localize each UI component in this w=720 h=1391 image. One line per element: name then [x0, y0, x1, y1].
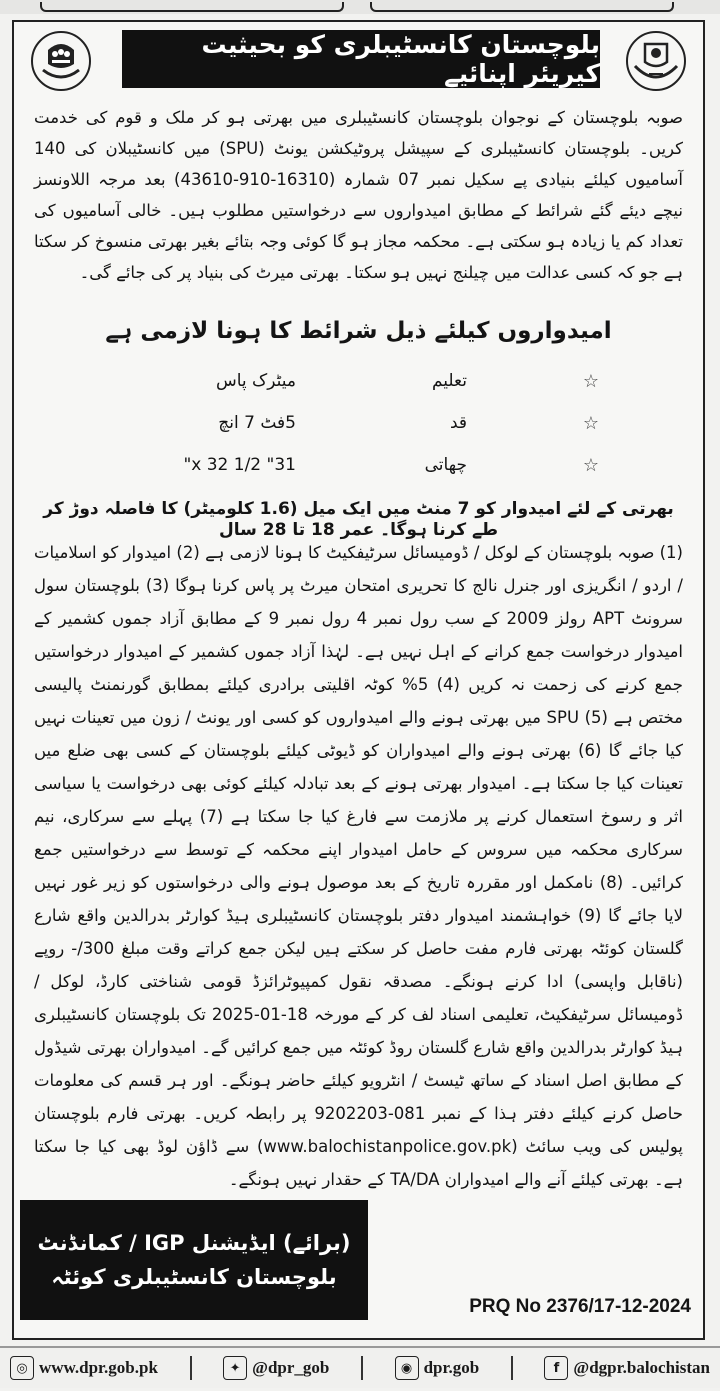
police-crest-icon	[625, 30, 687, 92]
instagram-icon: ◉	[395, 1356, 419, 1380]
requirement-value: 31" x 32 1/2"	[183, 455, 296, 475]
divider	[511, 1356, 513, 1380]
police-crest-icon	[30, 30, 92, 92]
star-icon: ☆	[582, 371, 599, 392]
requirement-row	[14, 411, 707, 445]
website-link[interactable]: www.dpr.gob.pk	[39, 1358, 158, 1377]
requirement-label: چھاتی	[424, 455, 467, 475]
requirement-row	[14, 453, 707, 487]
star-icon: ☆	[582, 413, 599, 434]
star-icon: ☆	[582, 455, 599, 476]
twitter-handle[interactable]: @dpr_gob	[252, 1358, 330, 1377]
conditions-paragraph: (1) صوبہ بلوچستان کے لوکل / ڈومیسائل سرٹیفکیٹ کا ہونا لازمی ہے (2) امیدوار کو اسلامیات / اردو / انگریزی اور جنرل نالج کا تحریری امتحان میرٹ پر پاس کرنا ہوگا (3) بلوچستان سول سرونٹ APT رولز 2009 کے سب رول نمبر 4 رول نمبر 9 کے مطابق آزاد جموں کشمیر کے امیدوار درخواست جمع کرانے کے اہل نہیں ہے۔ لہٰذا آزاد جموں کشمیر کے امیدوار درخواستیں جمع کرنے کی زحمت نہ کریں (4) 5% کوٹہ اقلیتی برادری کیلئے بمطابق گورنمنٹ پالیسی مختص ہے (5) SPU میں بھرتی ہونے والے امیدواروں کو کسی اور یونٹ / زون میں تعینات نہیں کیا جائے گا (6) بھرتی ہونے والے امیدواران کو ڈیوٹی کیلئے بلوچستان کے کسی بھی ضلع میں تعینات کیا جا سکتا ہے۔ امیدوار بھرتی ہونے کے بعد تبادلہ کیلئے کوئی بھی درخواست یا سیاسی اثر و رسوخ استعمال کرنے پر ملازمت سے فارغ کیا جا سکتا ہے (7) پہلے سے سرکاری، نیم سرکاری محکمہ میں سروس کے حامل امیدوار اپنے محکمہ کے توسط سے درخواستیں جمع کرائیں۔ (8) نامکمل اور مقررہ تاریخ کے بعد موصول ہونے والی درخواستوں کو زیر غور نہیں لایا جائے گا (9) خواہشمند امیدوار دفتر بلوچستان کانسٹیبلری ہیڈ کوارٹر بدرالدین واقع شارع گلستان کوئٹہ بھرتی فارم مفت حاصل کر سکتے ہیں لیکن جمع کراتے وقت مبلغ 300/- روپے (ناقابل واپسی) ادا کرنے ہونگے۔ مصدقہ نقول کمپیوٹرائزڈ قومی شناختی کارڈ، لوکل / ڈومیسائل سرٹیفکیٹ، تعلیمی اسناد لف کر کے مورخہ 18-01-2025 تک بلوچستان کانسٹیبلری ہیڈ کوارٹر بدرالدین واقع شارع گلستان روڈ کوئٹہ میں جمع کرائیں گے۔ امیدواران بھرتی شیڈول کے مطابق اصل اسناد کے ساتھ ٹیسٹ / انٹرویو کیلئے حاضر ہونگے۔ اور ہر قسم کی معلومات حاصل کرنے کیلئے دفتر ہذا کے نمبر 081-9202203 پر رابطہ کریں۔ بھرتی فارم بلوچستان پولیس کی ویب سائٹ (www.balochistanpolice.gov.pk) سے ڈاؤن لوڈ بھی کیا جا سکتا ہے۔ بھرتی کیلئے آنے والے امیدواران TA/DA کے حقدار نہیں ہونگے۔	[34, 543, 684, 1189]
signature-block	[20, 1200, 368, 1320]
requirement-value: میٹرک پاس	[215, 371, 296, 391]
facebook-handle[interactable]: @dgpr.balochistan	[573, 1358, 710, 1377]
divider	[361, 1356, 363, 1380]
requirement-label: تعلیم	[431, 371, 467, 391]
footer-twitter[interactable]	[223, 1356, 329, 1380]
running-and-age-requirement: بھرتی کے لئے امیدوار کو 7 منٹ میں ایک میل (1.6 کلومیٹر) کا فاصلہ دوڑ کر طے کرنا ہوگا۔ عمر 18 تا 28 سال	[43, 499, 674, 540]
twitter-icon: ✦	[223, 1356, 247, 1380]
footer-website[interactable]	[10, 1356, 158, 1380]
advertisement-title: بلوچستان کانسٹیبلری کو بحیثیت کیریئر اپنائیے	[122, 30, 600, 88]
requirement-row	[14, 369, 707, 403]
footer-contacts	[0, 1346, 720, 1388]
signature-office: بلوچستان کانسٹیبلری کوئٹہ	[51, 1265, 337, 1289]
footer-instagram[interactable]	[395, 1356, 480, 1380]
globe-icon: ◎	[10, 1356, 34, 1380]
signature-designation: (برائے) ایڈیشنل IGP / کمانڈنٹ	[37, 1231, 351, 1255]
prq-number: PRQ No 2376/17-12-2024	[469, 1296, 691, 1317]
requirement-label: قد	[449, 413, 467, 433]
previous-ad-border-left	[40, 2, 344, 12]
requirements-heading: امیدواروں کیلئے ذیل شرائط کا ہونا لازمی ہے	[105, 318, 612, 344]
facebook-icon: f	[544, 1356, 568, 1380]
divider	[190, 1356, 192, 1380]
instagram-handle[interactable]: dpr.gob	[423, 1358, 480, 1377]
page-top-strip	[0, 0, 720, 14]
requirement-value: 5فٹ 7 انچ	[218, 413, 296, 433]
previous-ad-border-right	[370, 2, 674, 12]
advertisement	[12, 20, 705, 1340]
footer-facebook[interactable]	[544, 1356, 710, 1380]
intro-paragraph: صوبہ بلوچستان کے نوجوان بلوچستان کانسٹیبلری میں بھرتی ہو کر ملک و قوم کی خدمت کریں۔ بلوچستان کانسٹیبلری کے سپیشل پروٹیکشن یونٹ (SPU) میں کانسٹیبلان کی 140 آسامیوں کیلئے بنیادی پے سکیل نمبر 07 شمارہ (16310-910-43610) بعد مرجہ اللاونسز نیچے دیئے گئے شرائط کے مطابق امیدواروں سے درخواستیں مطلوب ہیں۔ خالی آسامیوں کی تعداد کم یا زیادہ ہو سکتی ہے۔ محکمہ مجاز ہو گا کوئی وجہ بتائے بغیر بھرتی منسوخ کر سکتا ہے جو کہ کسی عدالت میں چیلنج نہیں ہو سکتا۔ بھرتی میرٹ کی بنیاد پر کی جائے گی۔	[34, 108, 683, 282]
